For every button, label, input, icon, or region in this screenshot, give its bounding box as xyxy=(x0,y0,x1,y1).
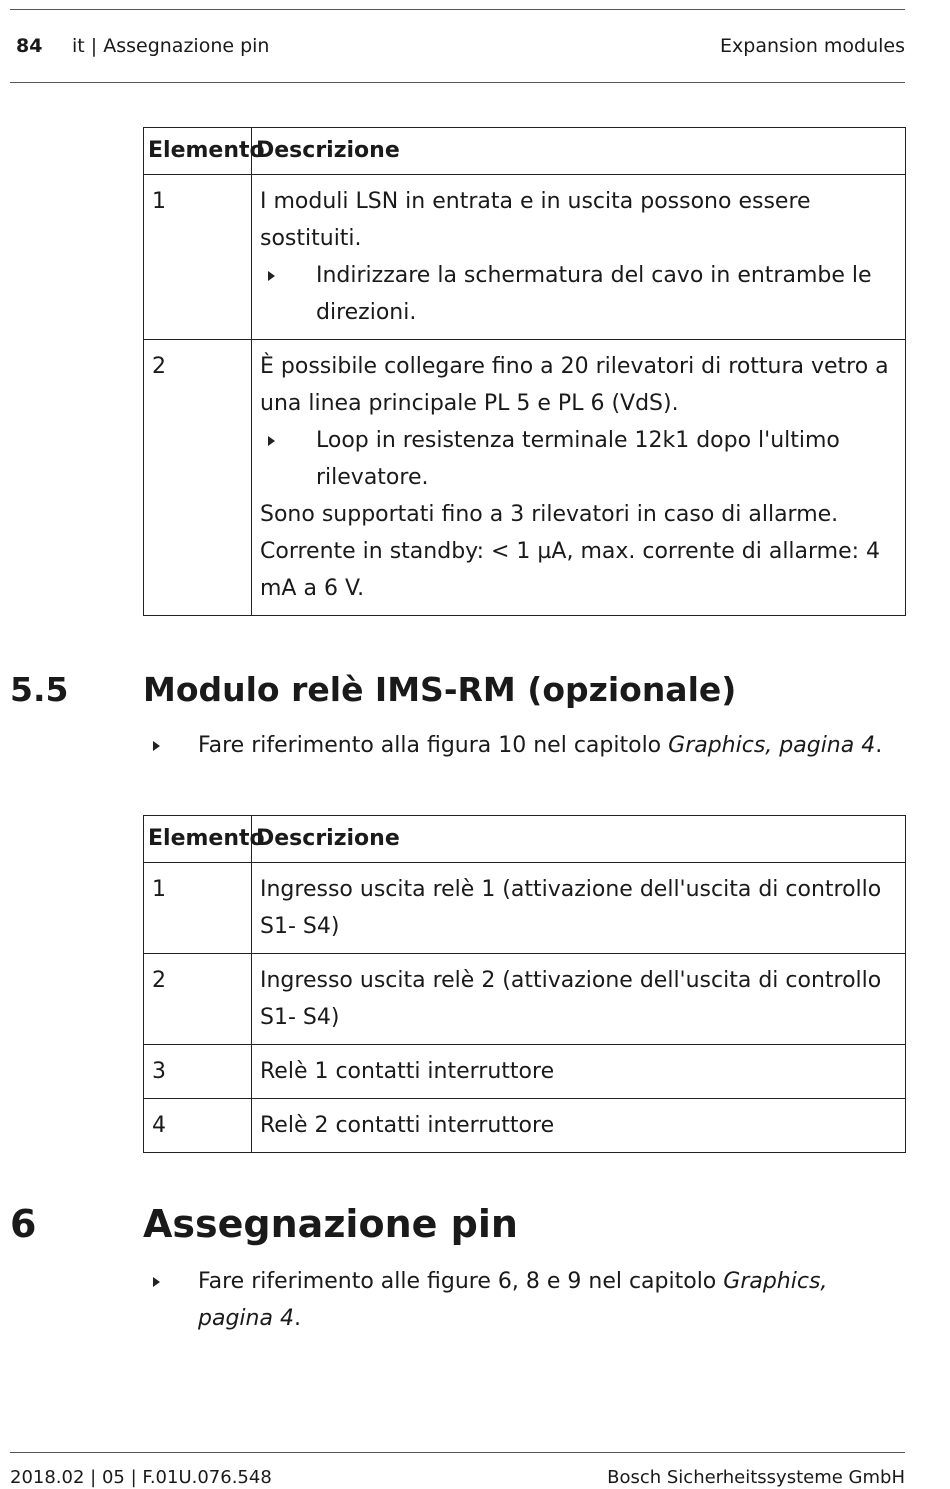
table-row xyxy=(144,340,906,616)
table-row xyxy=(144,1099,906,1153)
footer-doc-id: 2018.02 | 05 | F.01U.076.548 xyxy=(10,1467,272,1488)
footer-rule xyxy=(10,1452,905,1453)
description-text: Corrente in standby: < 1 µA, max. corrente di allarme: 4 mA a 6 V. xyxy=(260,539,881,601)
instruction-link[interactable]: Graphics, pagina 4 xyxy=(198,1269,828,1331)
section-title: Modulo relè IMS-RM (opzionale) xyxy=(143,670,737,709)
chapter-title: Assegnazione pin xyxy=(143,1202,518,1246)
table-row xyxy=(144,863,906,954)
description-text: I moduli LSN in entrata e in uscita possono essere sostituiti. xyxy=(260,189,811,251)
step-arrow-icon xyxy=(268,271,275,281)
table-row xyxy=(144,1045,906,1099)
cell-element: 4 xyxy=(144,1099,252,1153)
instruction-text: Fare riferimento alle figure 6, 8 e 9 nel capitolo xyxy=(198,1269,724,1294)
section-number: 5.5 xyxy=(10,670,69,709)
cell-element: 2 xyxy=(144,954,252,1045)
cell-element: 3 xyxy=(144,1045,252,1099)
cell-description xyxy=(252,175,906,340)
step-arrow-icon xyxy=(153,741,160,751)
instruction-link[interactable]: Graphics, pagina 4 xyxy=(668,733,876,758)
col-header-description: Descrizione xyxy=(252,128,906,175)
col-header-element: Elemento xyxy=(144,128,252,175)
col-header-description: Descrizione xyxy=(252,816,906,863)
table-header-row xyxy=(144,816,906,863)
instruction-suffix: . xyxy=(293,1306,301,1331)
cell-description xyxy=(252,340,906,616)
step-text: Indirizzare la schermatura del cavo in entrambe le direzioni. xyxy=(316,263,872,325)
table-row xyxy=(144,175,906,340)
description-text: È possibile collegare fino a 20 rilevatori di rottura vetro a una linea principale PL 5 e PL 6 (VdS). xyxy=(260,354,889,416)
step-text: Loop in resistenza terminale 12k1 dopo l'ultimo rilevatore. xyxy=(316,428,840,490)
table-header-row xyxy=(144,128,906,175)
instruction-suffix: . xyxy=(875,733,883,758)
col-header-element: Elemento xyxy=(144,816,252,863)
cell-element: 1 xyxy=(144,175,252,340)
cell-element: 1 xyxy=(144,863,252,954)
header-bottom-rule xyxy=(10,82,905,83)
cell-description: Ingresso uscita relè 1 (attivazione dell'uscita di controllo S1- S4) xyxy=(252,863,906,954)
page-number: 84 xyxy=(16,35,43,57)
step-arrow-icon xyxy=(153,1277,160,1287)
cell-description: Relè 1 contatti interruttore xyxy=(252,1045,906,1099)
header-top-rule xyxy=(10,9,905,10)
step-item xyxy=(260,257,897,331)
table-elements-relay xyxy=(143,815,906,1153)
cell-element: 2 xyxy=(144,340,252,616)
chapter-number: 6 xyxy=(10,1202,37,1246)
step-arrow-icon xyxy=(268,436,275,446)
instruction xyxy=(198,1263,898,1337)
step-item xyxy=(260,422,897,496)
header-doc-title: Expansion modules xyxy=(720,35,905,57)
table-elements-lsn xyxy=(143,127,906,616)
cell-description: Ingresso uscita relè 2 (attivazione dell'uscita di controllo S1- S4) xyxy=(252,954,906,1045)
table-row xyxy=(144,954,906,1045)
instruction xyxy=(198,727,898,764)
footer-company: Bosch Sicherheitssysteme GmbH xyxy=(607,1467,905,1488)
instruction-text: Fare riferimento alla figura 10 nel capitolo xyxy=(198,733,669,758)
cell-description: Relè 2 contatti interruttore xyxy=(252,1099,906,1153)
description-text: Sono supportati fino a 3 rilevatori in caso di allarme. xyxy=(260,502,839,527)
header-section: it | Assegnazione pin xyxy=(72,35,270,57)
